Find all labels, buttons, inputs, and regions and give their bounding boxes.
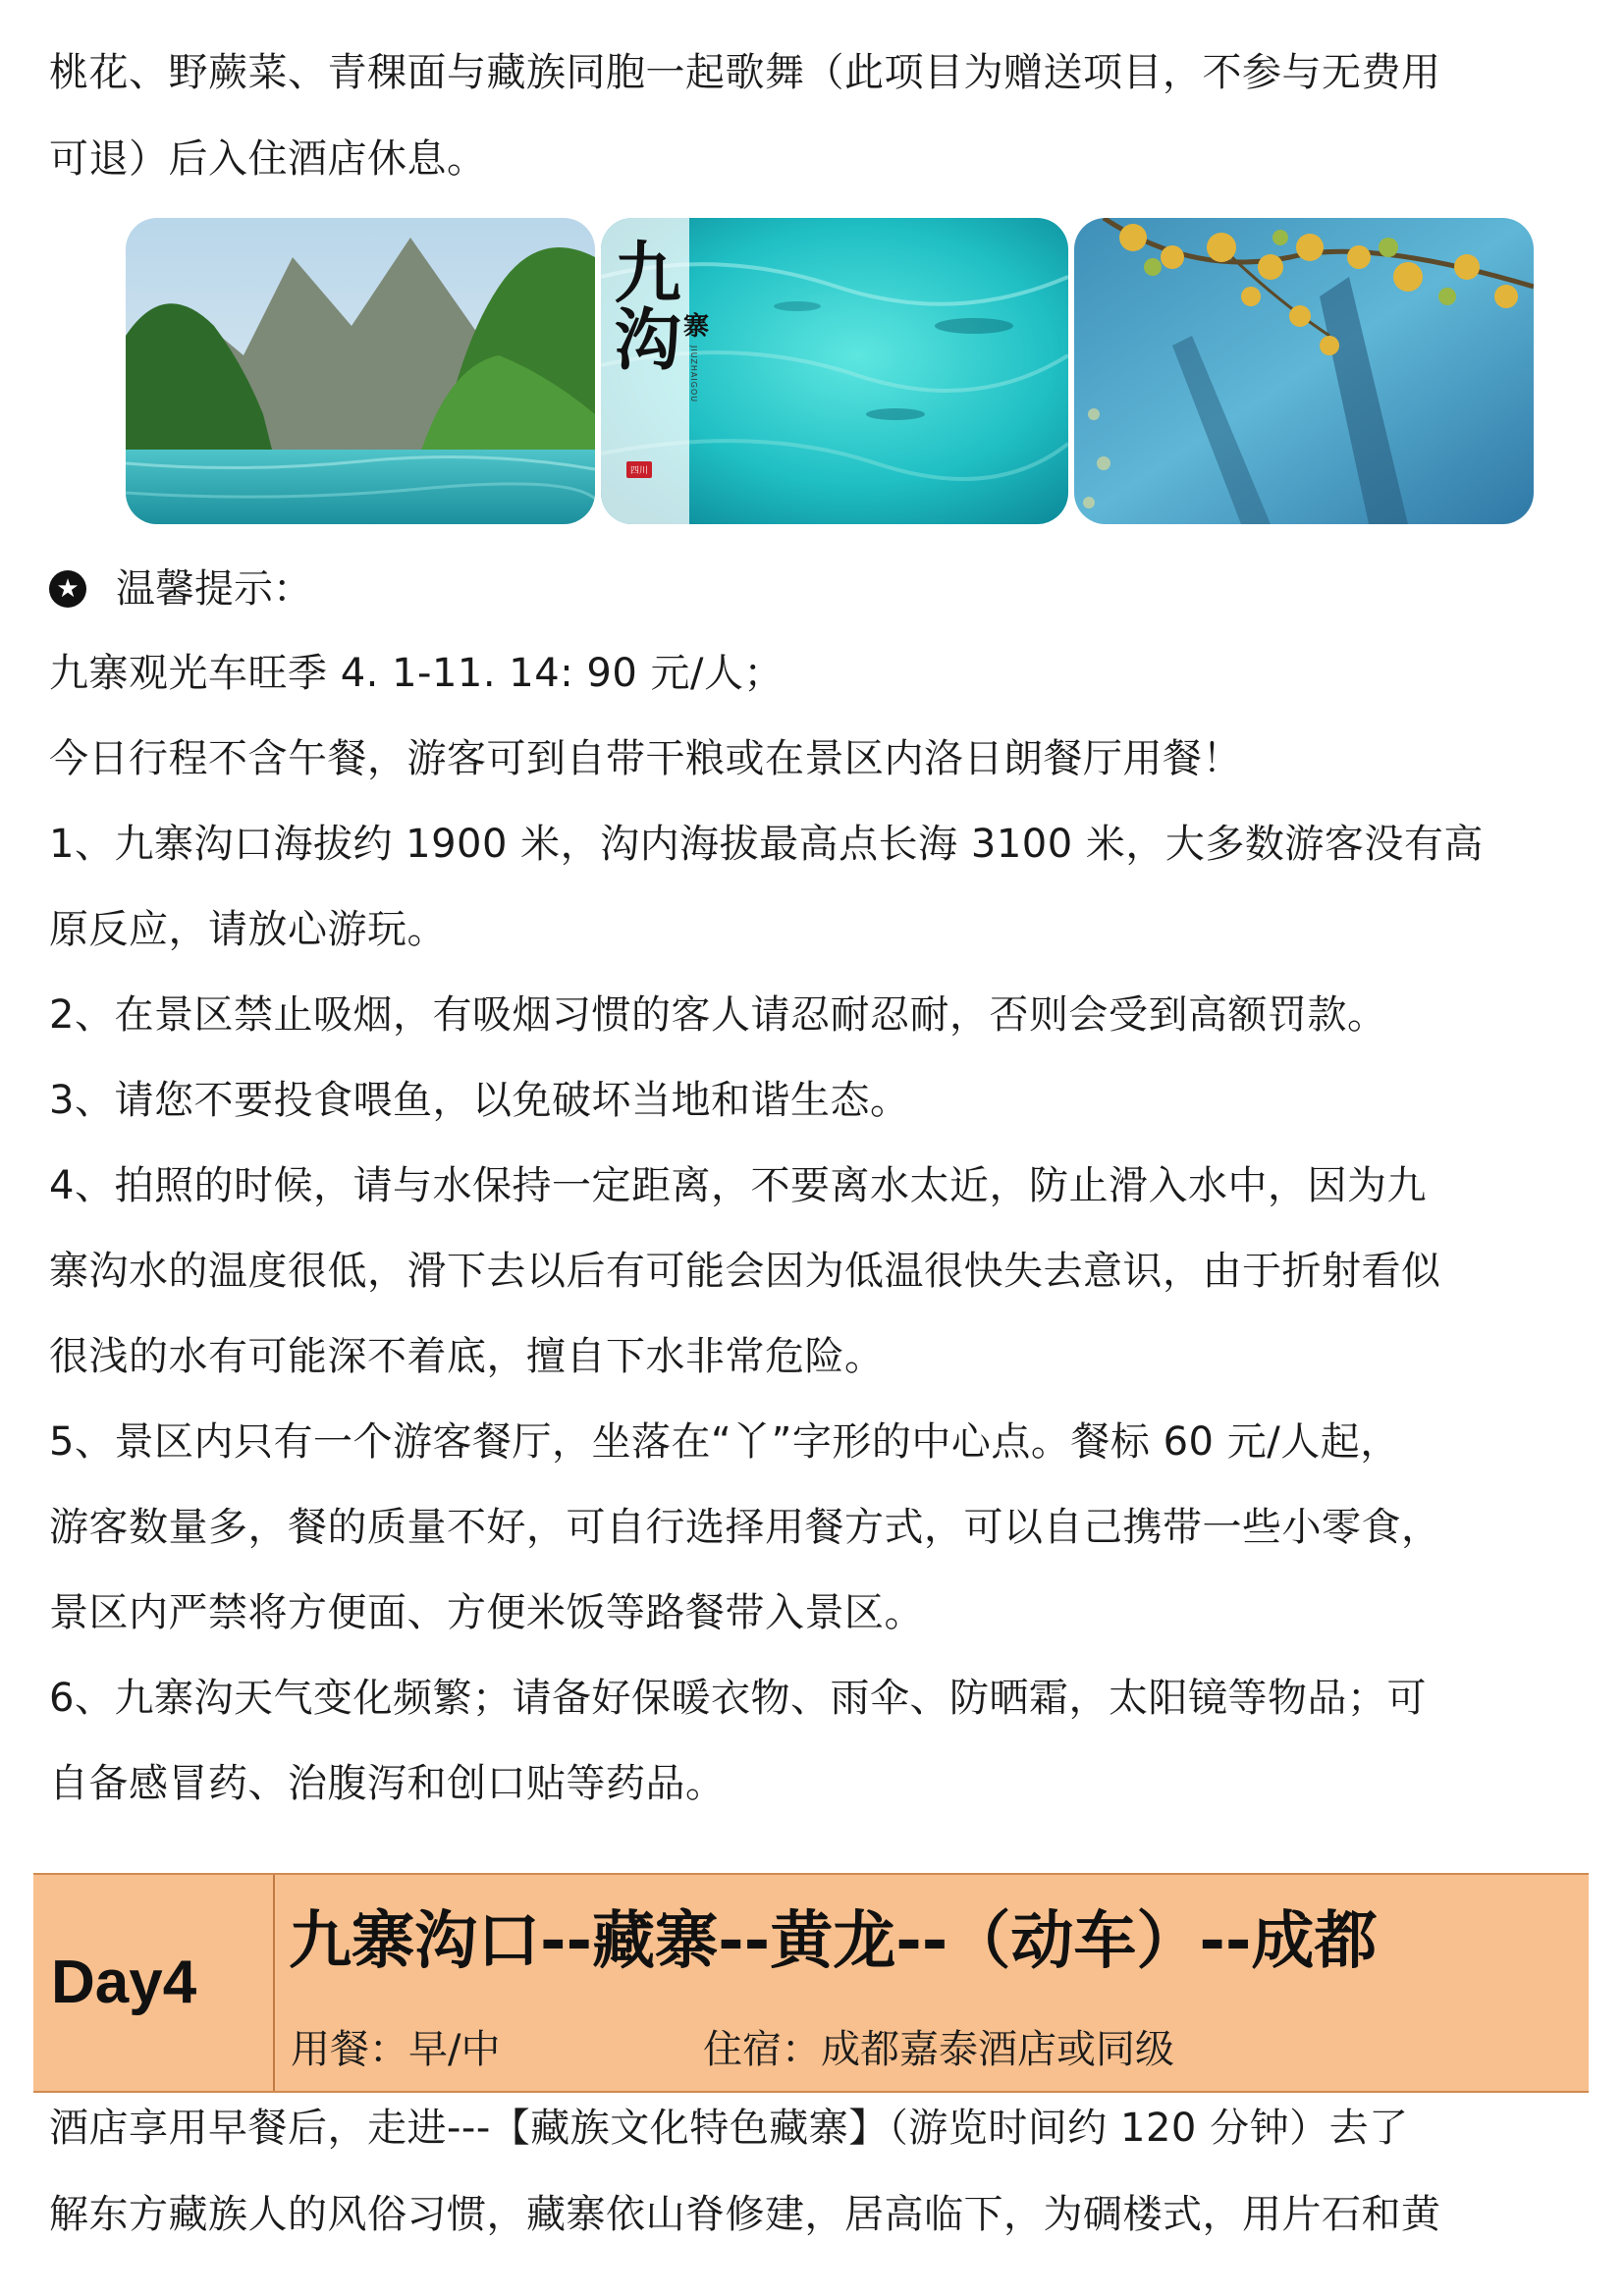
tips-line: 自备感冒药、治腹泻和创口贴等药品。 bbox=[49, 1761, 726, 1806]
tips-line: 5、景区内只有一个游客餐厅，坐落在“丫”字形的中心点。餐标 60 元/人起， bbox=[49, 1419, 1400, 1465]
tips-line: 3、请您不要投食喂鱼，以免破坏当地和谐生态。 bbox=[49, 1078, 910, 1123]
intro-line: 可退）后入住酒店休息。 bbox=[49, 136, 487, 182]
tips-line: 寨沟水的温度很低，滑下去以后有可能会因为低温很快失去意识，由于折射看似 bbox=[49, 1249, 1441, 1294]
tips-line: 九寨观光车旺季 4. 1-11. 14: 90 元/人； bbox=[49, 651, 784, 696]
day-header-bar bbox=[33, 1873, 1589, 2093]
tips-line: 很浅的水有可能深不着底，擅自下水非常危险。 bbox=[49, 1334, 885, 1379]
brand-small-text: 寨 bbox=[683, 312, 710, 342]
photo-gallery bbox=[126, 218, 1534, 524]
tips-line: 1、九寨沟口海拔约 1900 米，沟内海拔最高点长海 3100 米，大多数游客没有高 bbox=[49, 822, 1484, 867]
autumn-lake-photo bbox=[1074, 218, 1534, 524]
brand-english-text: JIUZHAIGOU bbox=[689, 346, 698, 403]
brand-big-text: 九沟 bbox=[603, 238, 681, 371]
tips-line: 6、九寨沟天气变化频繁；请备好保暖衣物、雨伞、防晒霜，太阳镜等物品；可 bbox=[49, 1676, 1427, 1721]
body-line: 酒店享用早餐后，走进---【藏族文化特色藏寨】（游览时间约 120 分钟）去了 bbox=[49, 2106, 1409, 2151]
tips-header bbox=[49, 561, 312, 616]
day-label: Day4 bbox=[51, 1949, 197, 2016]
day-title: 九寨沟口--藏寨--黄龙--（动车）--成都 bbox=[289, 1905, 1378, 1978]
day-divider bbox=[273, 1875, 275, 2091]
tips-line: 游客数量多，餐的质量不好，可自行选择用餐方式，可以自己携带一些小零食， bbox=[49, 1505, 1441, 1550]
tips-header-text: 温馨提示： bbox=[116, 566, 312, 612]
body-line: 解东方藏族人的风俗习惯，藏寨依山脊修建，居高临下，为碉楼式，用片石和黄 bbox=[49, 2192, 1441, 2237]
hotel-info: 住宿：成都嘉泰酒店或同级 bbox=[703, 2027, 1174, 2072]
tips-line: 景区内严禁将方便面、方便米饭等路餐带入景区。 bbox=[49, 1590, 924, 1635]
jiuzhai-water-photo bbox=[601, 218, 1068, 524]
mountain-lake-photo bbox=[126, 218, 595, 524]
tips-line: 原反应，请放心游玩。 bbox=[49, 907, 447, 952]
intro-line: 桃花、野蕨菜、青稞面与藏族同胞一起歌舞（此项目为赠送项目，不参与无费用 bbox=[49, 50, 1441, 95]
tips-line: 2、在景区禁止吸烟，有吸烟习惯的客人请忍耐忍耐，否则会受到高额罚款。 bbox=[49, 992, 1387, 1038]
meal-info: 用餐：早/中 bbox=[291, 2027, 501, 2072]
brand-seal: 四川 bbox=[626, 461, 652, 478]
tips-line: 今日行程不含午餐，游客可到自带干粮或在景区内洛日朗餐厅用餐！ bbox=[49, 736, 1242, 781]
star-icon: ★ bbox=[49, 570, 86, 608]
jiuzhaigou-brand bbox=[603, 238, 721, 512]
tips-line: 4、拍照的时候，请与水保持一定距离，不要离水太近，防止滑入水中，因为九 bbox=[49, 1163, 1427, 1208]
